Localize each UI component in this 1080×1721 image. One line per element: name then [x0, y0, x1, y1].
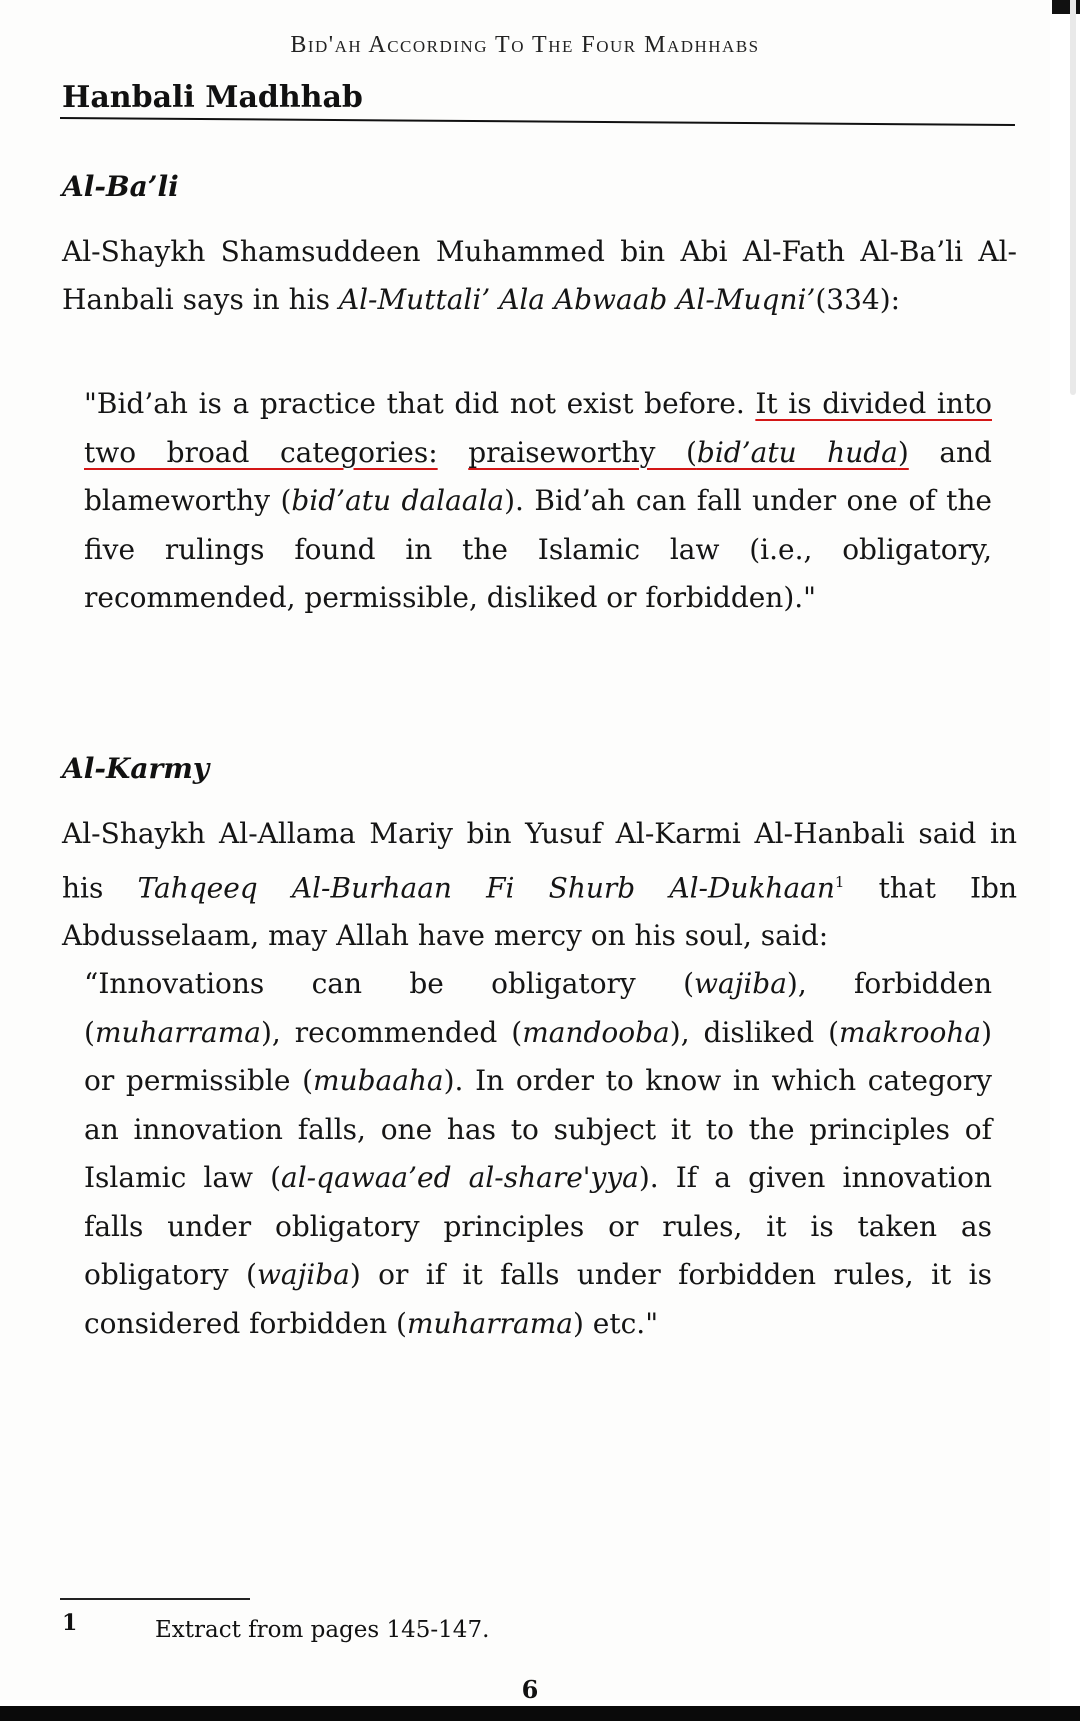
- footnote-number: 1: [62, 1610, 78, 1636]
- book-title: Al-Muttali’ Ala Abwaab Al-Muqni’: [338, 283, 816, 316]
- intro-text-end: (334):: [815, 283, 901, 316]
- subheading-al-karmy: Al-Karmy: [62, 752, 210, 785]
- underlined-text: It is divided into two broad categories:: [84, 387, 992, 469]
- scrollbar[interactable]: [1070, 0, 1076, 395]
- footnote-text: Extract from pages 145-147.: [155, 1617, 490, 1643]
- quote-text: and blameworthy (: [84, 435, 992, 517]
- footnote-rule: [60, 1598, 250, 1600]
- subheading-al-bali: Al-Ba’li: [62, 170, 179, 203]
- quote-text: "Bid’ah is a practice that did not exist before.: [84, 387, 745, 420]
- quote-al-bali: [84, 380, 992, 623]
- intro-text-end: that Ibn Abdusselaam, may Allah have mercy on his soul, said:: [62, 871, 1017, 953]
- paragraph-al-karmy-intro: [62, 810, 1017, 960]
- running-header: Bid'ah According To The Four Madhhabs: [290, 32, 760, 58]
- paragraph-al-bali-intro: [62, 228, 1017, 324]
- intro-text: Al-Shaykh Shamsuddeen Muhammed bin Abi Al-Fath Al-Ba’li Al-Hanbali says in his: [62, 235, 1017, 316]
- page-number: 6: [521, 1675, 539, 1704]
- footnote-ref: 1: [834, 873, 845, 891]
- book-title: Tahqeeq Al-Burhaan Fi Shurb Al-Dukhaan: [137, 871, 835, 905]
- bottom-bar: [0, 1706, 1080, 1721]
- quote-al-karmy: “Innovations can be obligatory (wajiba), forbidden (muharrama), recommended (mandooba), disliked (makrooha) or permissible (mubaaha). In order to know in which category an innovation falls, one has to subject it to the principles of Islamic law (al-qawaa’ed al-share'yya). If a given innovation falls under obligatory principles or rules, it is taken as obligatory (wajiba) or if it falls under forbidden rules, it is considered forbidden (muharrama) etc.": [84, 967, 992, 1340]
- title-rule: [60, 117, 1015, 126]
- section-title: Hanbali Madhhab: [62, 80, 363, 115]
- quote-text: ). Bid’ah can fall under one of the five rulings found in the Islamic law (i.e., obligatory, recommended, permissible, disliked or forbidden).": [84, 484, 992, 614]
- italic-term: bid’atu dalaala: [291, 484, 505, 517]
- underlined-text: praiseworthy (bid’atu huda): [468, 435, 909, 469]
- intro-text: Al-Shaykh Al-Allama Mariy bin Yusuf Al-Karmi Al-Hanbali said in his: [62, 817, 1017, 905]
